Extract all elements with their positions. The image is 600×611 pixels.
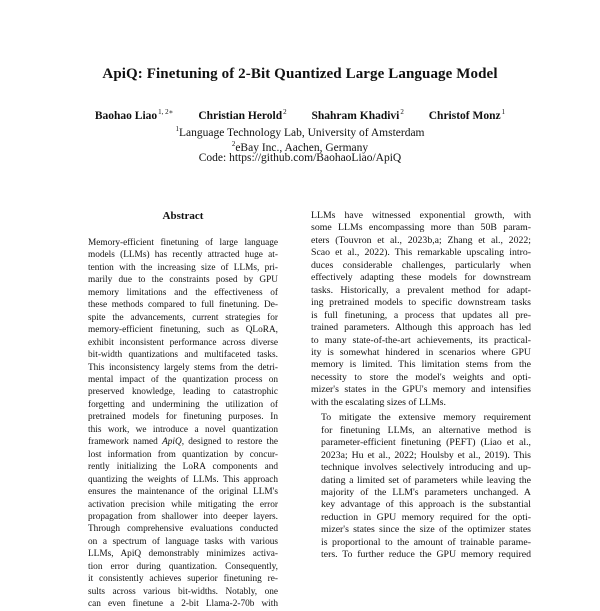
abstract-line: models (LLMs) has recently attracted huge at- [88,250,278,261]
affiliation-mark: 1 [175,125,179,133]
body-line: mizer's states since the size of the optimizer states [321,524,531,536]
abstract-line: preserved knowledge, leading to catastrophic [88,387,278,398]
abstract-line: ensures the maintenance of the original LLM's [88,487,278,498]
author-name: Baohao Liao [94,110,158,122]
affiliation-mark: 2 [231,140,236,148]
body-line: technique involves selectively introducing and up- [321,462,531,474]
body-line: is full finetuning, a process that updates all pre- [311,309,531,321]
body-line: mizer's states in the GPU's memory and intensifies [311,384,531,396]
author-2 [198,108,286,122]
body-line: ing pretrained models to specific downstream tasks [311,297,531,309]
author-name: Christof Monz [428,110,501,122]
paper-title: ApiQ: Finetuning of 2-Bit Quantized Large Language Model [102,66,498,82]
abstract-body [88,237,278,611]
abstract-line-apiq: framework named ApiQ, designed to restore the [88,437,278,448]
body-line: necessity to store the model's weights and opti- [311,371,531,383]
abstract-line: marily due to the constraints posed by GPU [88,275,278,286]
abstract-line: can even finetune a 2-bit Llama-2-70b with [88,599,278,610]
abstract-line: on a spectrum of language tasks with various [88,536,278,547]
body-line: eters (Touvron et al., 2023b,a; Zhang et al., 2022; [311,234,531,246]
body-line: for finetuning LLMs, an alternative method is [321,424,531,436]
abstract-line: tention with the increasing size of LLMs, pri- [88,262,278,273]
body-line: trained parameters. Although this approach has led [311,322,531,334]
affiliation-text: Language Technology Lab, University of Amsterdam [178,127,425,139]
method-name-emphasis: ApiQ [162,437,182,448]
abstract-line: activation precision while mitigating the error [88,499,278,510]
body-line: is proportional to the amount of trainable parame- [321,536,531,548]
body-line: tasks. Historically, a prevalent method for adapt- [311,284,531,296]
author-3 [312,108,404,122]
abstract-line: propagation from shallower into deeper layers. [88,511,278,522]
body-line: 2023a; Hu et al., 2022; Houlsby et al., 2019). This [321,449,531,461]
body-line: ters. To further reduce the GPU memory required [321,549,531,561]
author-1 [95,108,174,122]
introduction-column [311,210,531,562]
body-line: dating a limited set of parameters while leaving the [321,474,531,486]
body-line: To mitigate the extensive memory requirement [321,412,531,424]
body-line: to many state-of-the-art achievements, its practical- [311,334,531,346]
abstract-line: it consistently achieves superior finetuning re- [88,574,278,585]
author-affil-mark: 1 [501,108,506,116]
abstract-line: spite the advancements, current strategies for [88,312,278,323]
body-line: LLMs have witnessed exponential growth, with [311,210,531,221]
intro-paragraph-2 [311,412,531,561]
abstract-heading: Abstract [162,210,204,222]
author-name: Christian Herold [198,110,283,122]
author-affil-mark: 2 [400,108,404,116]
abstract-line: Memory-efficient finetuning of large language [88,238,278,248]
abstract-line: LLMs, ApiQ demonstrably minimizes activa- [88,549,278,560]
body-line: parameter-efficient finetuning (PEFT) (Liao et al., [321,437,531,449]
body-line: duces considerable challenges, particularly when [311,259,531,271]
author-list [0,108,600,122]
abstract-line: rently initializing the LoRA components and [88,462,278,473]
abstract-line: memory limitations and the effectiveness of [88,287,278,298]
abstract-line: this work, we introduce a novel quantization [88,424,278,435]
abstract-line: forgetting and undermining the utilization of [88,399,278,410]
abstract-line: This inconsistency largely stems from the detri- [88,362,278,373]
body-line: key advantage of this approach is the substantial [321,499,531,511]
abstract-line: tion error during quantization. Consequently, [88,561,278,572]
code-link[interactable]: Code: https://github.com/BaohaoLiao/ApiQ [198,152,402,164]
abstract-line: bit-width quantizations and multifaceted tasks. [88,350,278,361]
abstract-line: memory-efficient finetuning, such as QLoRA, [88,325,278,336]
author-name: Shahram Khadivi [311,110,400,122]
body-line: effectively adapting these models for downstream [311,272,531,284]
body-line: with the escalating sizes of LLMs. [311,396,446,408]
affiliation-text: eBay Inc., Aachen, Germany [235,142,369,154]
abstract-line: lost information from quantization by concur- [88,449,278,460]
author-affil-mark: 1, 2∗ [158,108,174,116]
abstract-line: pretrained models for finetuning purposes. In [88,412,278,423]
abstract-line: sults across various bit-widths. Notably, one [88,586,278,597]
abstract-line: Through comprehensive evaluations conducted [88,524,278,535]
intro-paragraph-1 [311,210,531,409]
body-line: ity is somewhat hindered in scenarios where GPU [311,346,531,358]
abstract-line: these methods compared to full finetuning. De- [88,300,278,311]
body-line: reduction in GPU memory required for the opti- [321,511,531,523]
abstract-line: mental impact of the quantization process on [88,374,278,385]
author-4 [429,108,505,122]
body-line: majority of the LLM's parameters unchanged. A [321,486,531,498]
body-line: some LLMs encompassing more than 50B param- [311,222,531,234]
abstract-line: quantizing the weights of LLMs. This approach [88,474,278,485]
author-affil-mark: 2 [283,108,287,116]
body-line: Scao et al., 2022). This remarkable upscaling intro- [311,247,531,259]
abstract-line: exhibit inconsistent performance across diverse [88,337,278,348]
body-line: memory is limited. This limitation stems from the [311,359,531,371]
